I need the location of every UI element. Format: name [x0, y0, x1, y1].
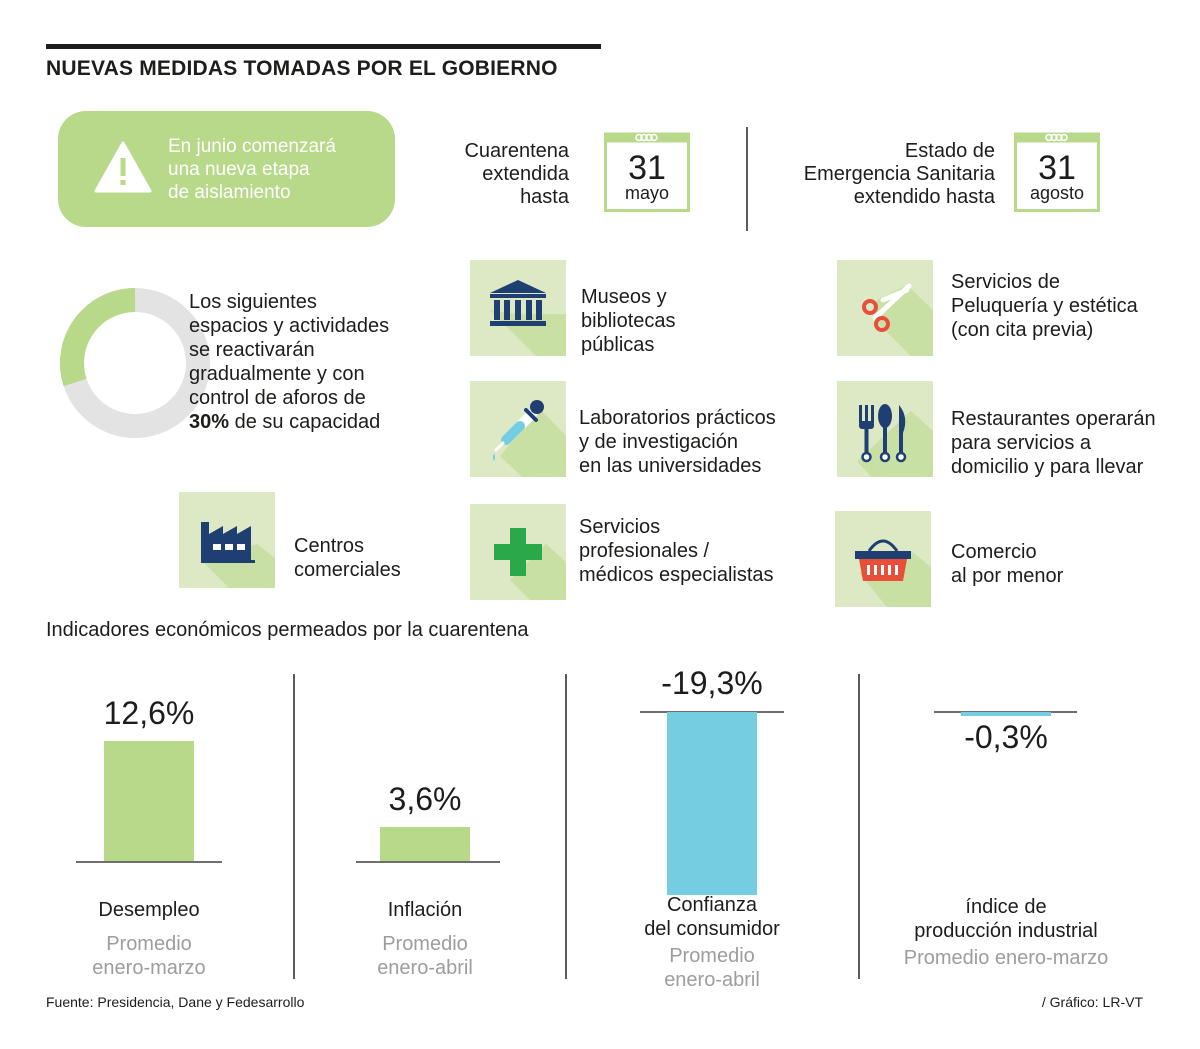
activity-line: Peluquería y estética: [951, 295, 1138, 317]
chart-category: [9, 898, 289, 980]
cutlery-icon: [837, 381, 933, 477]
activity-line: (con cita previa): [951, 319, 1094, 341]
chart-category-sub: enero-abril: [377, 957, 473, 979]
chart-category-sub: Promedio: [382, 933, 468, 955]
emergency-day: 31: [1038, 149, 1076, 187]
activity-line: bibliotecas: [581, 310, 676, 332]
activity-text-comercio: [951, 540, 1063, 588]
chart-category-gap: [9, 922, 289, 932]
activity-line: Servicios de: [951, 271, 1060, 293]
capacity-tail: de su capacidad: [229, 411, 381, 433]
chart-category-label: del consumidor: [644, 918, 780, 940]
activity-line: Comercio: [951, 541, 1037, 563]
warning-icon: [94, 141, 152, 193]
activity-tile-centros: [179, 492, 275, 588]
capacity-line-last: [189, 410, 389, 434]
chart-category-label: Desempleo: [98, 899, 200, 921]
activity-line: en las universidades: [579, 455, 762, 477]
chart-divider: [565, 674, 567, 979]
chart-category: [866, 895, 1146, 970]
activity-line: Laboratorios prácticos: [579, 407, 776, 429]
chart-category-sub: enero-abril: [664, 969, 760, 991]
activity-line: y de investigación: [579, 431, 738, 453]
chart-baseline: [356, 861, 500, 863]
capacity-line: Los siguientes: [189, 291, 317, 313]
activity-tile-museos: [470, 260, 566, 356]
capacity-line: control de aforos de: [189, 387, 366, 409]
page-title: NUEVAS MEDIDAS TOMADAS POR EL GOBIERNO: [46, 57, 558, 80]
chart-category-gap: [285, 922, 565, 932]
capacity-text: [189, 290, 389, 434]
activity-tile-medicos: [470, 504, 566, 600]
activity-line: para servicios a: [951, 432, 1092, 454]
header-divider: [746, 127, 748, 231]
activity-text-medicos: [579, 515, 774, 587]
emergency-text: [804, 140, 995, 209]
alert-line: una nueva etapa: [168, 159, 310, 180]
source-note: Fuente: Presidencia, Dane y Fedesarrollo: [46, 994, 305, 1010]
scissors-icon: [837, 260, 933, 356]
activity-line: comerciales: [294, 559, 401, 581]
chart-category-sub: Promedio: [106, 933, 192, 955]
chart-category-label: producción industrial: [914, 920, 1098, 942]
activity-tile-comercio: [835, 511, 931, 607]
capacity-line: espacios y actividades: [189, 315, 390, 337]
chart-category: [285, 898, 565, 980]
activity-tile-restaurantes: [837, 381, 933, 477]
chart-category-label: Inflación: [387, 899, 463, 921]
activity-line: Museos y: [581, 286, 667, 308]
activity-line: Servicios: [579, 516, 661, 538]
emergency-line: extendido hasta: [853, 186, 995, 208]
chart-category-label: índice de: [965, 896, 1047, 918]
quarantine-day: 31: [628, 149, 666, 187]
chart-category-sub: Promedio: [669, 945, 755, 967]
activity-line: profesionales /: [579, 540, 710, 562]
chart-bar: [667, 712, 757, 895]
medical-cross-icon: [470, 504, 566, 600]
alert-box: [58, 111, 395, 227]
activity-line: Centros: [294, 535, 365, 557]
title-rule: [46, 44, 601, 49]
museum-icon: [470, 260, 566, 356]
chart-category: [572, 893, 852, 992]
quarantine-text: [464, 140, 569, 209]
activity-line: públicas: [581, 334, 655, 356]
alert-line: En junio comenzará: [168, 136, 336, 157]
chart-value-label: 3,6%: [388, 780, 462, 817]
credit-note: / Gráfico: LR-VT: [1041, 994, 1143, 1010]
emergency-line: Estado de: [904, 140, 995, 162]
activity-line: Restaurantes operarán: [951, 408, 1156, 430]
activity-tile-laboratorios: [470, 381, 566, 477]
emergency-month: agosto: [1029, 183, 1085, 203]
emergency-calendar: [1014, 128, 1100, 212]
activity-line: médicos especialistas: [579, 564, 774, 586]
quarantine-month: mayo: [624, 183, 669, 203]
chart-value-label: -19,3%: [661, 665, 763, 701]
activity-tile-peluqueria: [837, 260, 933, 356]
activity-text-centros: [294, 534, 401, 582]
quarantine-line: Cuarentena: [464, 140, 569, 162]
factory-icon: [179, 492, 275, 588]
activity-line: al por menor: [951, 565, 1064, 587]
activity-line: domicilio y para llevar: [951, 456, 1144, 478]
capacity-percent: 30%: [189, 411, 230, 433]
basket-icon: [835, 511, 931, 607]
capacity-line: se reactivarán: [189, 339, 315, 361]
chart-category-sub: Promedio enero-marzo: [903, 947, 1109, 969]
chart-value-label: 12,6%: [103, 695, 195, 732]
chart-bar: [104, 741, 194, 861]
quarantine-line: extendida: [482, 163, 569, 185]
activity-text-museos: [581, 285, 676, 357]
alert-text: [168, 135, 336, 204]
alert-line: de aislamiento: [168, 182, 291, 203]
chart-bar: [380, 827, 470, 861]
activity-text-peluqueria: [951, 270, 1138, 342]
chart-baseline: [76, 861, 222, 863]
capacity-donut: [60, 288, 210, 438]
chart-value-label: -0,3%: [964, 719, 1048, 755]
quarantine-calendar: [604, 128, 690, 212]
quarantine-line: hasta: [520, 186, 569, 208]
capacity-line: gradualmente y con: [189, 363, 365, 385]
chart-category-sub: enero-marzo: [92, 957, 206, 979]
emergency-line: Emergencia Sanitaria: [803, 163, 995, 185]
chart-bar: [961, 712, 1051, 716]
activity-text-restaurantes: [951, 407, 1156, 479]
pipette-icon: [470, 381, 566, 477]
activity-text-laboratorios: [579, 406, 776, 478]
chart-title: Indicadores económicos permeados por la cuarentena: [46, 619, 529, 641]
chart-divider: [858, 674, 860, 979]
chart-category-label: Confianza: [666, 894, 758, 916]
